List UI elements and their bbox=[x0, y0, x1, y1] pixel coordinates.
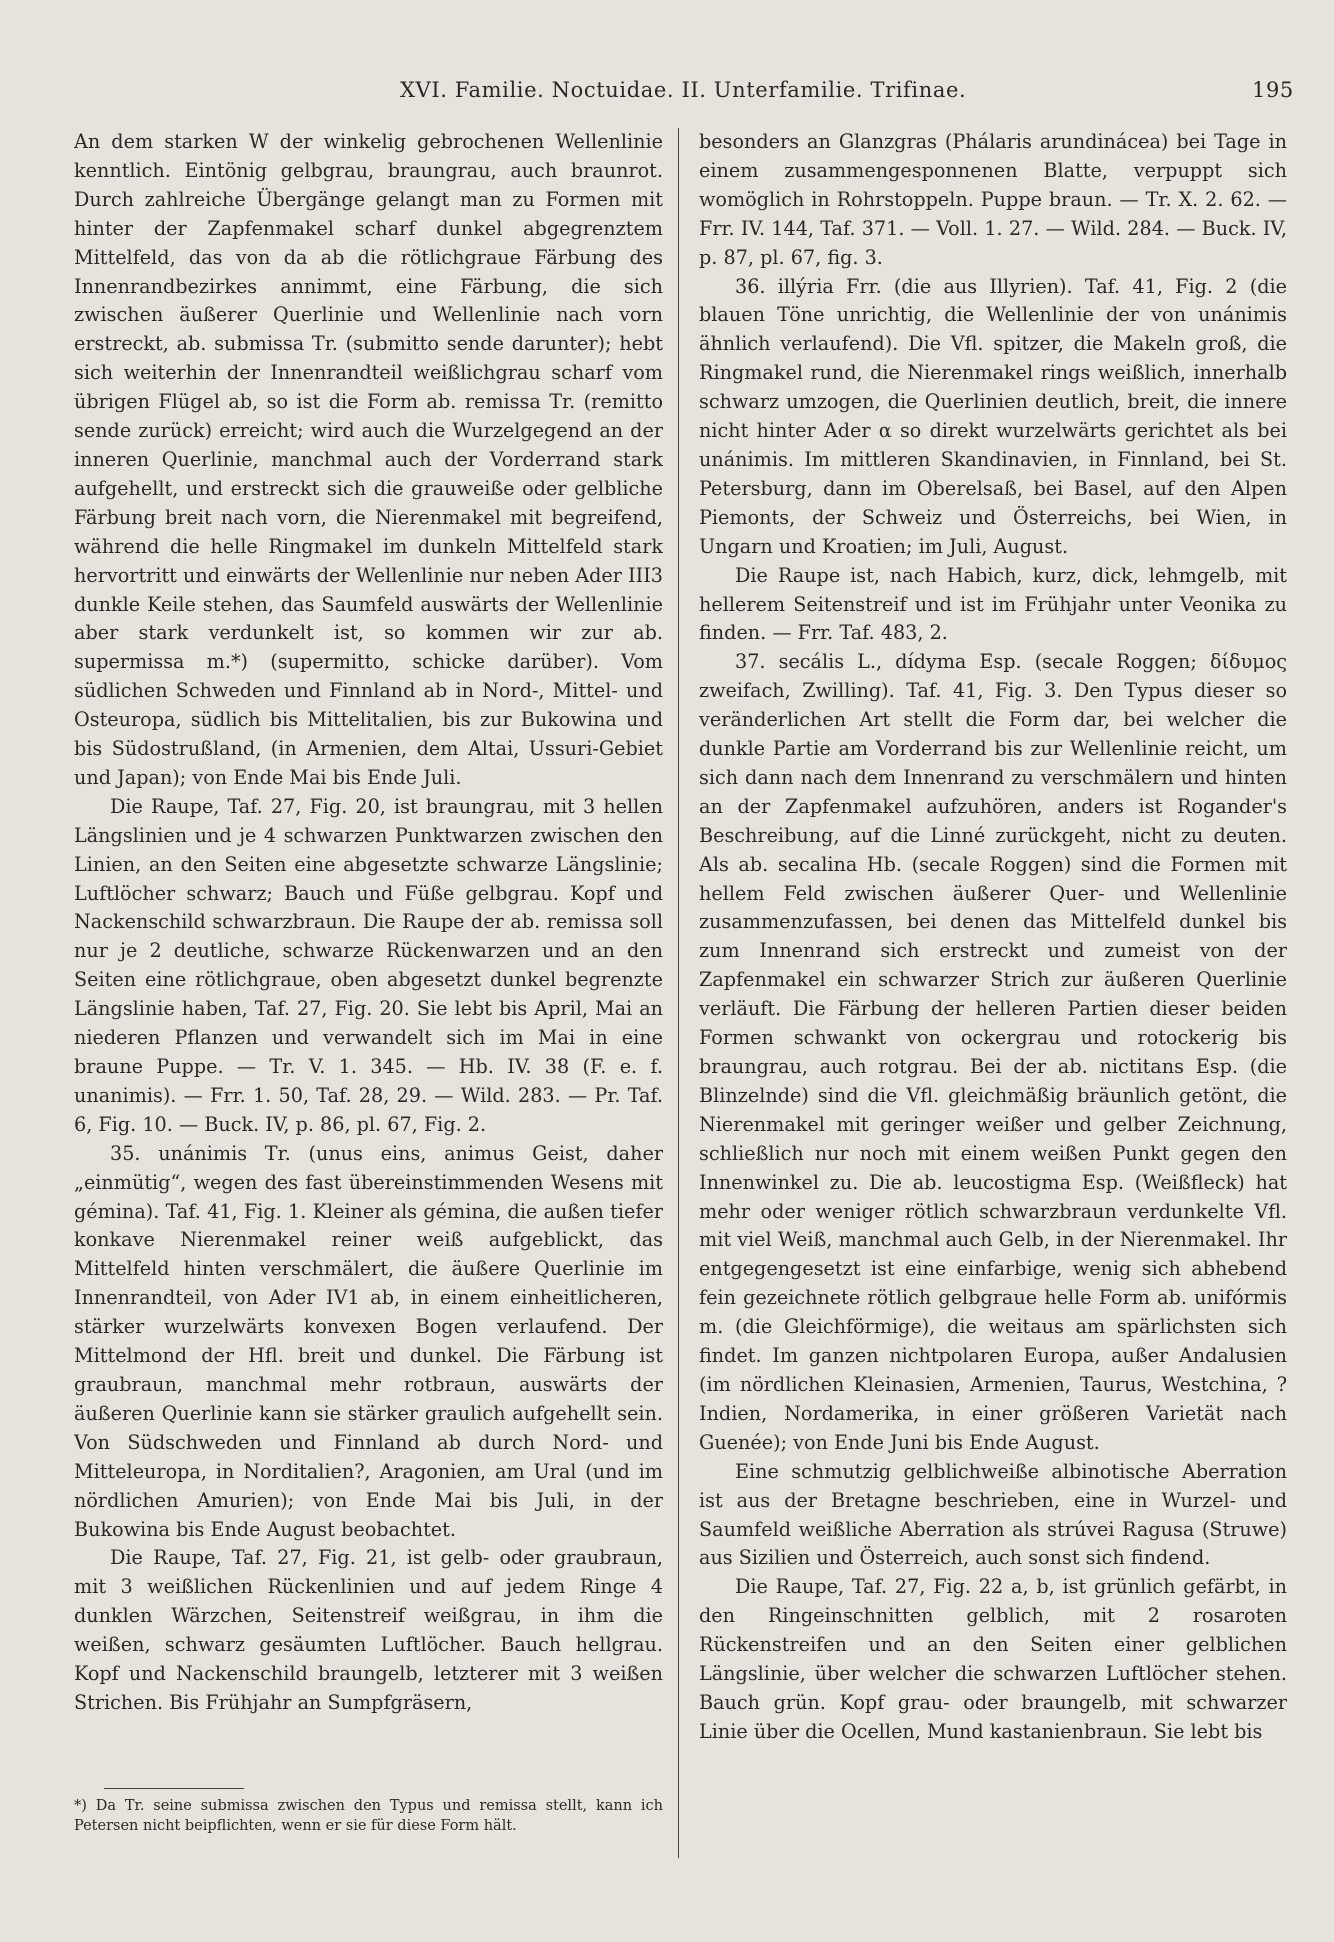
column-divider bbox=[678, 128, 679, 1858]
left-column bbox=[74, 128, 663, 1778]
paragraph: 36. illýria Frr. (die aus Illyrien). Taf. 41, Fig. 2 (die blauen Töne unrichtig, die Wellenlinie der von unánimis ähnlich verlaufend). Die Vfl. spitzer, die Makeln groß, die Ringmakel rund, die Nierenmakel rings weißlich, innerhalb schwarz umzogen, die Querlinien deutlich, breit, die innere nicht hinter Ader α so direkt wurzelwärts gerichtet als bei unánimis. Im mittleren Skandinavien, in Finnland, bei St. Petersburg, dann im Oberelsaß, bei Basel, auf den Alpen Piemonts, der Schweiz und Österreichs, bei Wien, in Ungarn und Kroatien; im Juli, August. bbox=[699, 274, 1287, 558]
running-title: XVI. Familie. Noctuidae. II. Unterfamilie. Trifinae. bbox=[400, 78, 967, 102]
paragraph: 35. unánimis Tr. (unus eins, animus Geist, daher „einmütig“, wegen des fast übereinstimmenden Wesens mit gémina). Taf. 41, Fig. 1. Kleiner als gémina, die außen tiefer konkave Nierenmakel reiner weiß aufgeblickt, das Mittelfeld hinten verschmälert, die äußere Querlinie im Innenrandteil, von Ader IV1 ab, in einem einheitlicheren, stärker wurzelwärts konvexen Bogen verlaufend. Der Mittelmond der Hfl. breit und dunkel. Die Färbung ist graubraun, manchmal mehr rotbraun, auswärts der äußeren Querlinie kann sie stärker graulich aufgehellt sein. Von Südschweden und Finnland ab durch Nord- und Mitteleuropa, in Norditalien?, Aragonien, am Ural (und im nördlichen Amurien); von Ende Mai bis Juli, in der Bukowina bis Ende August beobachtet. bbox=[74, 1141, 663, 1541]
paragraph: besonders an Glanzgras (Phálaris arundinácea) bei Tage in einem zusammengesponnenen Blatte, verpuppt sich womöglich in Rohrstoppeln. Puppe braun. — Tr. X. 2. 62. — Frr. IV. 144, Taf. 371. — Voll. 1. 27. — Wild. 284. — Buck. IV, p. 87, pl. 67, fig. 3. bbox=[699, 130, 1287, 269]
page-number: 195 bbox=[1252, 78, 1294, 102]
paragraph: Die Raupe ist, nach Habich, kurz, dick, lehmgelb, mit hellerem Seitenstreif und ist im Frühjahr unter Veonika zu finden. — Frr. Taf. 483, 2. bbox=[699, 563, 1287, 645]
running-header bbox=[0, 78, 1334, 108]
footnote-rule bbox=[104, 1788, 244, 1789]
paragraph: Die Raupe, Taf. 27, Fig. 22 a, b, ist grünlich gefärbt, in den Ringeinschnitten gelblich, mit 2 rosaroten Rückenstreifen und an den Seiten einer gelblichen Längslinie, über welcher die schwarzen Luftlöcher stehen. Bauch grün. Kopf grau- oder braungelb, mit schwarzer Linie über die Ocellen, Mund kastanienbraun. Sie lebt bis bbox=[699, 1575, 1287, 1743]
paragraph: 37. secális L., dídyma Esp. (secale Roggen; δίδυμος zweifach, Zwilling). Taf. 41, Fig. 3. Den Typus dieser so veränderlichen Art stellt die Form dar, bei welcher die dunkle Partie am Vorderrand bis zur Wellenlinie reicht, um sich dann nach dem Innenrand zu verschmälern und hinten an der Zapfenmakel aufzuhören, anders ist Rogander's Beschreibung, auf die Linné zurückgeht, nicht zu deuten. Als ab. secalina Hb. (secale Roggen) sind die Formen mit hellem Feld zwischen äußerer Quer- und Wellenlinie zusammenzufassen, bei denen das Mittelfeld dunkel bis zum Innenrand sich erstreckt und zumeist von der Zapfenmakel ein schwarzer Strich zur äußeren Querlinie verläuft. Die Färbung der helleren Partien dieser beiden Formen schwankt von ockergrau und rotockerig bis braungrau, auch rotgrau. Bei der ab. nictitans Esp. (die Blinzelnde) sind die Vfl. gleichmäßig bräunlich getönt, die Nierenmakel mit geringer weißer und gelber Zeichnung, schließlich nur noch mit einem weißen Punkt gegen den Innenwinkel zu. Die ab. leucostigma Esp. (Weißfleck) hat mehr oder weniger rötlich schwarzbraun verdunkelte Vfl. mit viel Weiß, manchmal auch Gelb, in der Nierenmakel. Ihr entgegengesetzt ist eine einfarbige, wenig sich abhebend fein gezeichnete rötlich gelbgraue helle Form ab. unifórmis m. (die Gleichförmige), die weitaus am spärlichsten sich findet. Im ganzen nichtpolaren Europa, außer Andalusien (im nördlichen Kleinasien, Armenien, Taurus, Westchina, ? Indien, Nordamerika, in einer größeren Varietät nach Guenée); von Ende Juni bis Ende August. bbox=[699, 650, 1287, 1454]
paragraph: Eine schmutzig gelblichweiße albinotische Aberration ist aus der Bretagne beschrieben, eine in Wurzel- und Saumfeld weißliche Aberration als strúvei Ragusa (Struwe) aus Sizilien und Österreich, auch sonst sich findend. bbox=[699, 1459, 1287, 1570]
paragraph: Die Raupe, Taf. 27, Fig. 20, ist braungrau, mit 3 hellen Längslinien und je 4 schwarzen Punktwarzen zwischen den Linien, an den Seiten eine abgesetzte schwarze Längslinie; Luftlöcher schwarz; Bauch und Füße gelbgrau. Kopf und Nackenschild schwarzbraun. Die Raupe der ab. remissa soll nur je 2 deutliche, schwarze Rückenwarzen und an den Seiten eine rötlichgraue, oben abgesetzt dunkel begrenzte Längslinie haben, Taf. 27, Fig. 20. Sie lebt bis April, Mai an niederen Pflanzen und verwandelt sich im Mai in eine braune Puppe. — Tr. V. 1. 345. — Hb. IV. 38 (F. e. f. unanimis). — Frr. 1. 50, Taf. 28, 29. — Wild. 283. — Pr. Taf. 6, Fig. 10. — Buck. IV, p. 86, pl. 67, Fig. 2. bbox=[74, 794, 663, 1136]
paragraph: Die Raupe, Taf. 27, Fig. 21, ist gelb- oder graubraun, mit 3 weißlichen Rückenlinien und auf jedem Ringe 4 dunklen Wärzchen, Seitenstreif weißgrau, in ihm die weißen, schwarz gesäumten Luftlöcher. Bauch hellgrau. Kopf und Nackenschild braungelb, letzterer mit 3 weißen Strichen. Bis Frühjahr an Sumpfgräsern, bbox=[74, 1546, 663, 1714]
footnote: *) Da Tr. seine submissa zwischen den Typus und remissa stellt, kann ich Petersen nicht beipflichten, wenn er sie für diese Form hält. bbox=[74, 1798, 663, 1834]
paragraph: An dem starken W der winkelig gebrochenen Wellenlinie kenntlich. Eintönig gelbgrau, braungrau, auch braunrot. Durch zahlreiche Übergänge gelangt man zu Formen mit hinter der Zapfenmakel scharf dunkel abgegrenztem Mittelfeld, das von da ab die rötlichgraue Färbung des Innenrandbezirkes annimmt, eine Färbung, die sich zwischen äußerer Querlinie und Wellenlinie nach vorn erstreckt, ab. submissa Tr. (submitto sende darunter); hebt sich weiterhin der Innenrandteil weißlichgrau scharf vom übrigen Flügel ab, so ist die Form ab. remissa Tr. (remitto sende zurück) erreicht; wird auch die Wurzelgegend an der inneren Querlinie, manchmal auch der Vorderrand stark aufgehellt, und erstreckt sich die grauweiße oder gelbliche Färbung breit nach vorn, die Nierenmakel mit begreifend, während die helle Ringmakel im dunkeln Mittelfeld stark hervortritt und einwärts der Wellenlinie nur neben Ader III3 dunkle Keile stehen, das Saumfeld auswärts der Wellenlinie aber stark verdunkelt ist, so kommen wir zur ab. supermissa m.*) (supermitto, schicke darüber). Vom südlichen Schweden und Finnland ab in Nord-, Mittel- und Osteuropa, südlich bis Mittelitalien, bis zur Bukowina und bis Südostrußland, (in Armenien, dem Altai, Ussuri-Gebiet und Japan); von Ende Mai bis Ende Juli. bbox=[74, 130, 663, 789]
right-column bbox=[699, 128, 1287, 1848]
